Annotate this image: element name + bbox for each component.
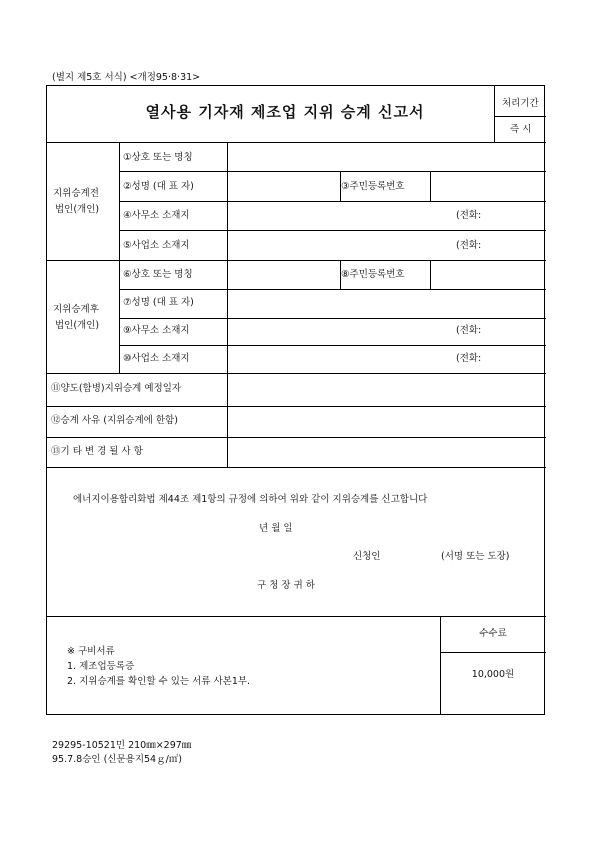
attachment-item-1: 1. 제조업등록증 [67, 661, 135, 672]
processing-period-label: 처리기간 [502, 98, 539, 109]
attachments-heading: ※ 구비서류 [67, 646, 115, 657]
field-1-label: ①상호 또는 명칭 [123, 152, 193, 163]
field-2-label: ②성명 (대 표 자) [123, 181, 194, 192]
form-reference: (별지 제5호 서식) <개정95·8·31> [52, 72, 201, 83]
field-9-label: ⑨사무소 소재지 [123, 325, 190, 336]
field-8-label: ⑧주민등록번호 [341, 269, 405, 280]
field-4-phone: (전화: [456, 210, 482, 221]
group-after-label: 지위승계후 [53, 304, 99, 315]
field-5-phone: (전화: [456, 240, 482, 251]
field-5-label: ⑤사업소 소재지 [123, 240, 190, 251]
signature-label: (서명 또는 도장) [441, 551, 510, 562]
fee-value: 10,000원 [471, 669, 515, 680]
processing-period-value: 즉 시 [510, 124, 532, 135]
form-title: 열사용 기자재 제조업 지위 승계 신고서 [145, 103, 425, 121]
date-line: 년 월 일 [259, 523, 293, 534]
footer-line-2: 95.7.8승인 (신문용지54ｇ/㎡) [52, 754, 182, 765]
field-3-label: ③주민등록번호 [341, 181, 405, 192]
field-6-label: ⑥상호 또는 명칭 [123, 269, 193, 280]
addressee: 구 청 장 귀 하 [257, 580, 315, 591]
field-7-label: ⑦성명 (대 표 자) [123, 297, 194, 308]
field-12-label: ⑫승계 사유 (지위승계에 한함) [51, 415, 178, 426]
attachment-item-2: 2. 지위승계를 확인할 수 있는 서류 사본1부. [67, 676, 251, 687]
group-before-label: 지위승계전 [53, 188, 99, 199]
fee-label: 수수료 [479, 628, 507, 639]
applicant-label: 신청인 [353, 551, 381, 562]
report-form [46, 85, 545, 715]
group-before-sublabel: 법인(개인) [55, 204, 100, 215]
group-after-sublabel: 법인(개인) [55, 320, 100, 331]
footer-line-1: 29295-10521민 210㎜×297㎜ [52, 740, 192, 751]
field-10-label: ⑩사업소 소재지 [123, 353, 190, 364]
field-4-label: ④사무소 소재지 [123, 210, 190, 221]
declaration-text: 에너지이용합리화법 제44조 제1항의 규정에 의하여 위와 같이 지위승계를 신고합니다 [73, 494, 428, 505]
field-9-phone: (전화: [456, 325, 482, 336]
field-10-phone: (전화: [456, 353, 482, 364]
field-11-label: ⑪양도(합병)지위승계 예정일자 [51, 383, 182, 394]
field-13-label: ⑬기 타 변 경 될 사 항 [51, 446, 143, 457]
